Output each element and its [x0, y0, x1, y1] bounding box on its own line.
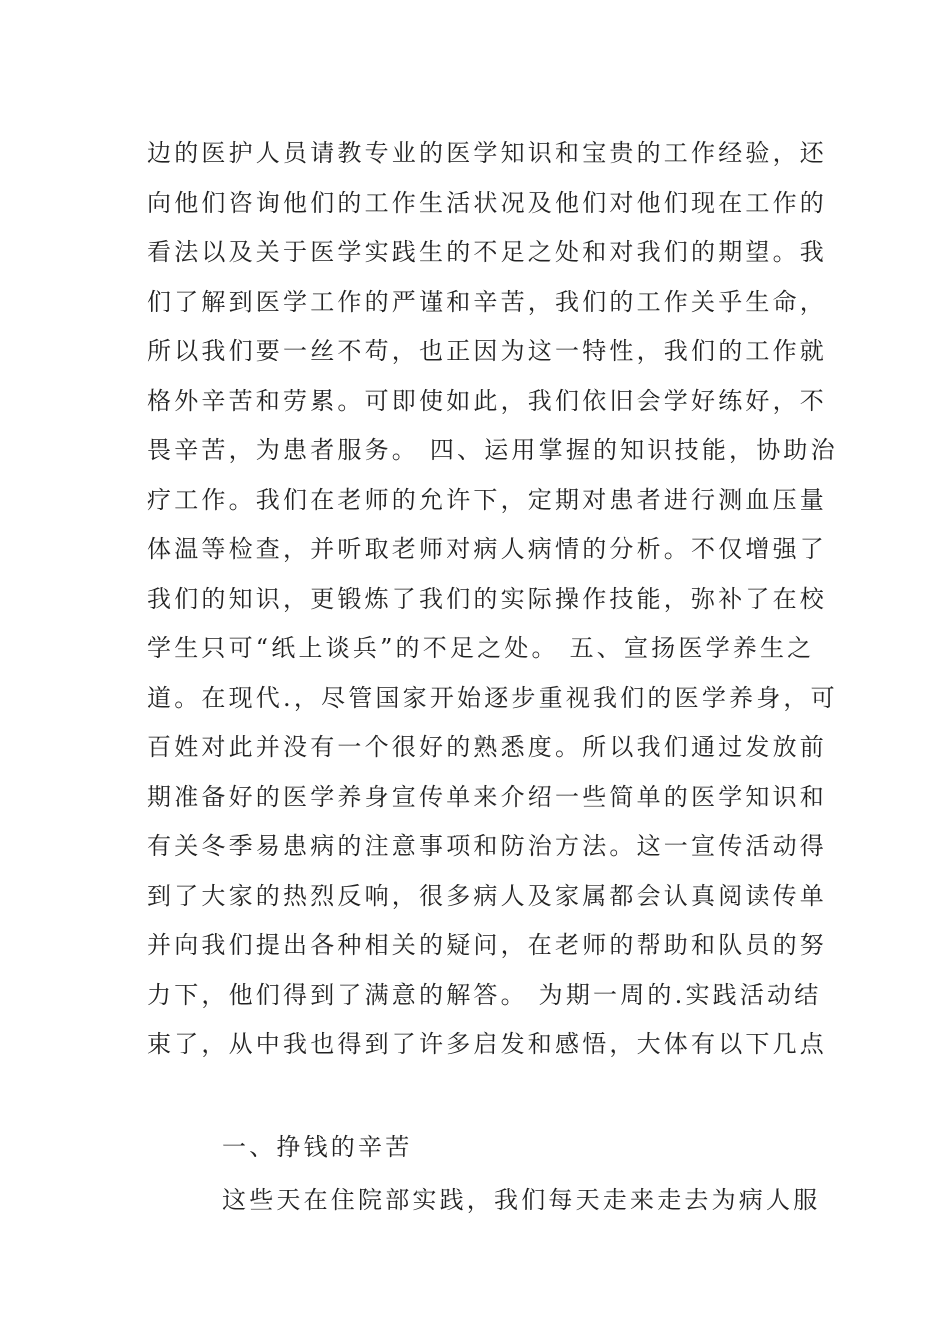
text-line-16: 到了大家的热烈反响，很多病人及家属都会认真阅读传单 — [147, 881, 827, 910]
text-line-9: 体温等检查，并听取老师对病人病情的分析。不仅增强了 — [147, 535, 827, 563]
text-line-18: 力下，他们得到了满意的解答。 为期一周的.实践活动结 — [147, 980, 822, 1009]
text-line-17: 并向我们提出各种相关的疑问，在老师的帮助和队员的努 — [147, 931, 827, 959]
text-line-19: 束了，从中我也得到了许多启发和感悟，大体有以下几点 — [147, 1030, 827, 1058]
text-line-13: 百姓对此并没有一个很好的熟悉度。所以我们通过发放前 — [147, 733, 827, 761]
text-line-5: 所以我们要一丝不苟，也正因为这一特性，我们的工作就 — [147, 337, 827, 365]
text-line-10: 我们的知识，更锻炼了我们的实际操作技能，弥补了在校 — [147, 584, 827, 613]
body-paragraph — [147, 129, 838, 1070]
text-line-11: 学生只可“纸上谈兵”的不足之处。 五、宣扬医学养生之 — [147, 634, 815, 662]
text-line-2: 向他们咨询他们的工作生活状况及他们对他们现在工作的 — [147, 188, 827, 217]
section-heading: 一、挣钱的辛苦 — [222, 1133, 413, 1161]
section-paragraph: 这些天在住院部实践，我们每天走来走去为病人服 — [222, 1186, 821, 1214]
text-line-6: 格外辛苦和劳累。可即使如此，我们依旧会学好练好，不 — [147, 386, 827, 415]
text-line-8: 疗工作。我们在老师的允许下，定期对患者进行测血压量 — [147, 485, 827, 514]
text-line-14: 期准备好的医学养身宣传单来介绍一些简单的医学知识和 — [147, 782, 827, 811]
text-line-1: 边的医护人员请教专业的医学知识和宝贵的工作经验，还 — [147, 139, 827, 167]
text-line-12: 道。在现代.，尽管国家开始逐步重视我们的医学养身，可 — [147, 683, 838, 712]
text-line-3: 看法以及关于医学实践生的不足之处和对我们的期望。我 — [147, 238, 827, 266]
text-line-15: 有关冬季易患病的注意事项和防治方法。这一宣传活动得 — [147, 832, 827, 860]
text-line-7: 畏辛苦，为患者服务。 四、运用掌握的知识技能，协助治 — [147, 436, 838, 464]
text-line-4: 们了解到医学工作的严谨和辛苦，我们的工作关乎生命， — [147, 287, 827, 316]
